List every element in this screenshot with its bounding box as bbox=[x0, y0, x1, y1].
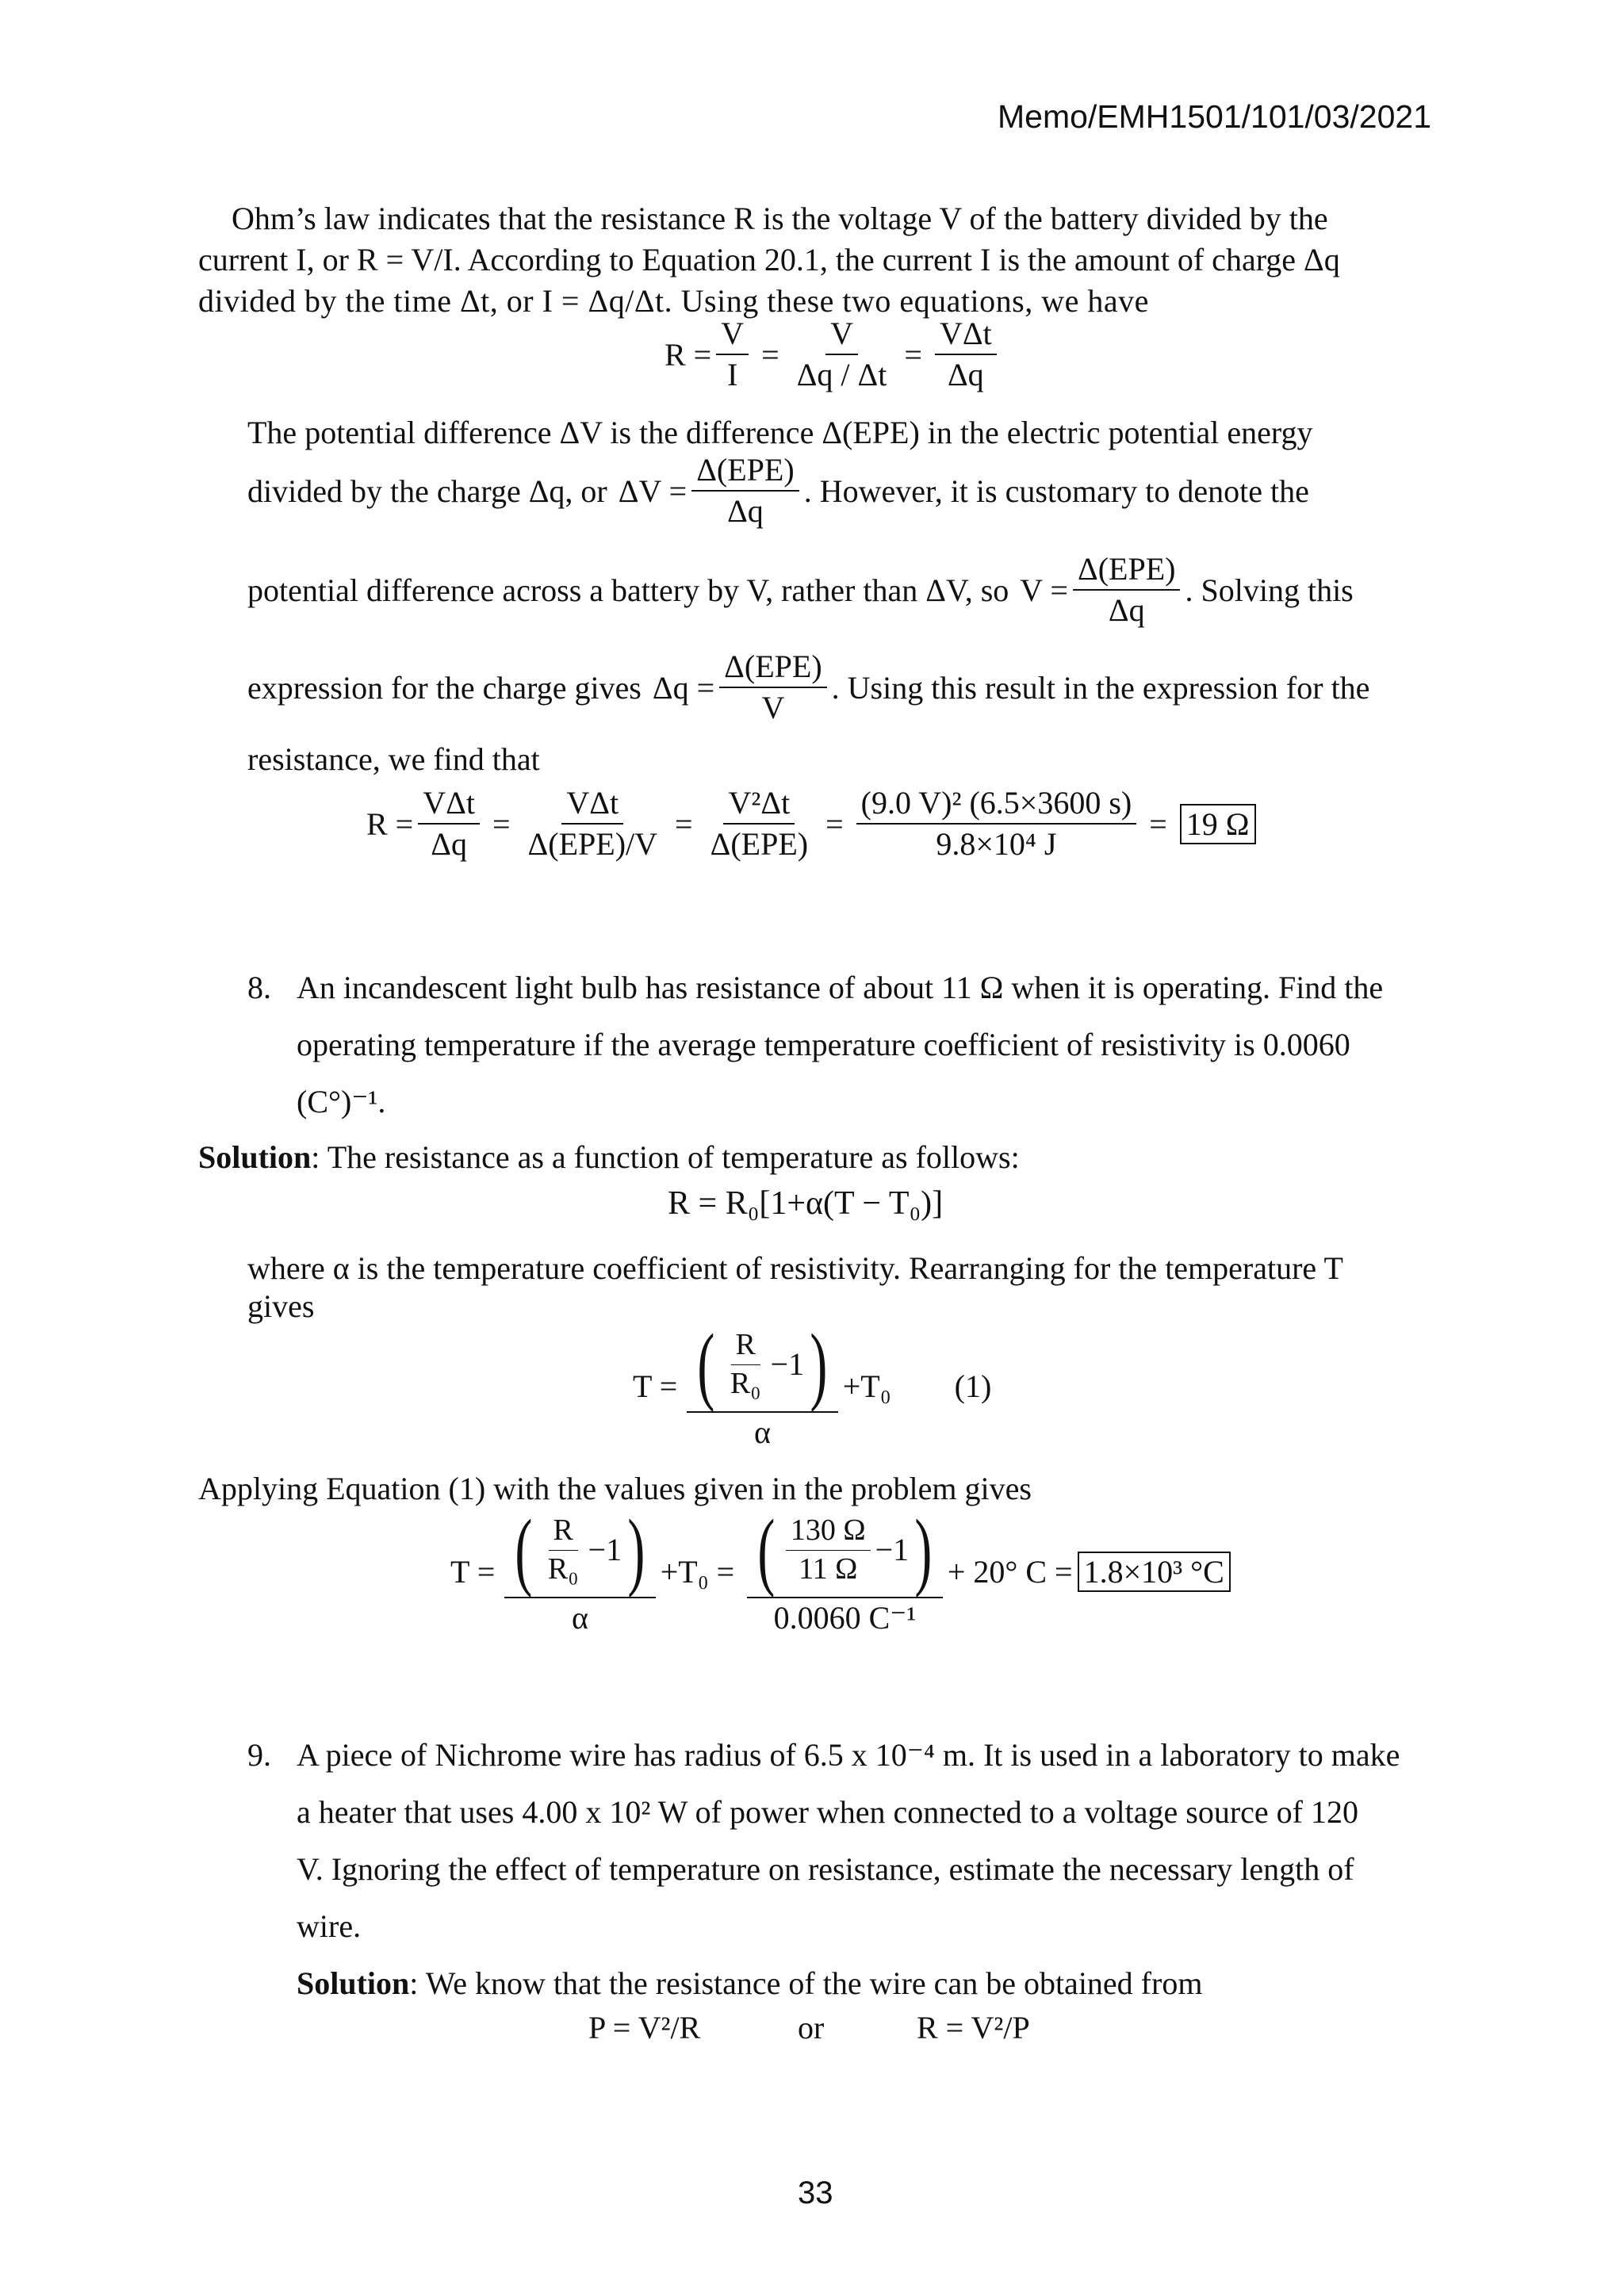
q8-line-2: operating temperature if the average temperature coefficient of resistivity is 0.0060 bbox=[297, 1027, 1350, 1062]
equals-sign: = bbox=[904, 336, 922, 373]
equals-sign: = bbox=[675, 806, 693, 842]
fraction-numerator: VΔt bbox=[561, 785, 623, 825]
equation-or: or bbox=[798, 2010, 825, 2045]
fraction-numerator: R bbox=[731, 1328, 760, 1365]
eq2-inner-fraction-1 bbox=[543, 1513, 584, 1586]
intro-line-3: divided by the time Δt, or I = Δq/Δt. Using these two equations, we have bbox=[198, 283, 1149, 319]
fraction-denominator: V bbox=[761, 690, 785, 725]
solution-label: Solution bbox=[198, 1139, 312, 1175]
eq1-main-fraction bbox=[687, 1316, 837, 1451]
eq-dv-lhs: ΔV = bbox=[618, 473, 688, 509]
eq-v-lhs: V = bbox=[1020, 572, 1068, 608]
fraction-numerator: VΔt bbox=[935, 316, 997, 355]
solution-label: Solution bbox=[297, 1965, 410, 2001]
eq2-inner-fraction-2 bbox=[786, 1513, 871, 1586]
eq1-numerator bbox=[687, 1316, 837, 1413]
right-paren: ) bbox=[627, 1502, 645, 1598]
intro-line-7-text-b: . Using this result in the expression for the bbox=[831, 669, 1370, 706]
fraction-numerator: R bbox=[549, 1513, 578, 1551]
equals-sign: = bbox=[825, 806, 844, 842]
equation-resistance-result bbox=[366, 785, 1256, 863]
equation-delta-q bbox=[653, 649, 832, 726]
q9-solution-intro bbox=[297, 1965, 1202, 2002]
fraction-denominator: α bbox=[572, 1600, 588, 1636]
memo-reference: Memo/EMH1501/101/03/2021 bbox=[998, 98, 1432, 135]
left-paren: ( bbox=[757, 1502, 776, 1598]
q9-line-3: V. Ignoring the effect of temperature on resistance, estimate the necessary length of bbox=[297, 1851, 1354, 1887]
q8-line-3: (C°)⁻¹. bbox=[297, 1084, 386, 1119]
fraction-denominator: α bbox=[754, 1414, 771, 1450]
intro-line-6 bbox=[247, 551, 1354, 629]
eq-r2-fraction-2 bbox=[523, 785, 662, 863]
eq2-minus-one: −1 bbox=[588, 1532, 622, 1567]
intro-line-6-text-b: . Solving this bbox=[1185, 572, 1354, 608]
fraction-denominator: R₀ bbox=[547, 1552, 579, 1586]
eq2-fraction-2 bbox=[747, 1502, 943, 1636]
equation-power: P = V²/R bbox=[588, 2010, 701, 2045]
eq-r2-lhs: R = bbox=[366, 806, 414, 842]
equation-v bbox=[1020, 551, 1185, 629]
fraction-denominator: I bbox=[727, 357, 738, 392]
fraction-numerator: Δ(EPE) bbox=[691, 452, 799, 492]
eq-r-fraction-2 bbox=[792, 316, 892, 393]
q9-line-1: A piece of Nichrome wire has radius of 6.5 x 10⁻⁴ m. It is used in a laboratory to make bbox=[297, 1737, 1400, 1773]
equation-temperature-result bbox=[450, 1502, 1231, 1636]
eq1-lhs: T = bbox=[633, 1368, 678, 1404]
intro-line-4: The potential difference ΔV is the difference Δ(EPE) in the electric potential energy bbox=[247, 415, 1313, 450]
right-paren: ) bbox=[810, 1316, 828, 1413]
q9-line-4: wire. bbox=[297, 1908, 362, 1944]
fraction-denominator: 0.0060 C⁻¹ bbox=[773, 1600, 917, 1636]
intro-line-5-text-a: divided by the charge Δq, or bbox=[247, 473, 607, 509]
intro-line-5 bbox=[247, 452, 1309, 530]
intro-line-8: resistance, we find that bbox=[247, 741, 540, 777]
fraction-denominator: Δq bbox=[1108, 592, 1145, 628]
intro-line-5-text-b: . However, it is customary to denote the bbox=[803, 473, 1309, 509]
fraction-numerator: Δ(EPE) bbox=[1073, 551, 1180, 591]
left-paren: ( bbox=[515, 1502, 533, 1598]
equation-1 bbox=[633, 1316, 992, 1451]
eq2-plus-t0: +T₀ bbox=[660, 1553, 709, 1590]
boxed-result: 1.8×10³ °C bbox=[1078, 1552, 1231, 1592]
equals-sign: = bbox=[1149, 806, 1167, 842]
fraction-numerator: 130 Ω bbox=[786, 1513, 871, 1551]
fraction-numerator: V bbox=[716, 316, 749, 355]
equation-resistance-power: R = V²/P bbox=[917, 2010, 1030, 2045]
fraction-denominator: Δq bbox=[727, 493, 764, 529]
left-paren: ( bbox=[697, 1316, 715, 1413]
fraction-numerator: V²Δt bbox=[723, 785, 795, 825]
eq1-tag: (1) bbox=[954, 1368, 992, 1404]
fraction-denominator: Δq bbox=[947, 357, 984, 392]
q8-line-1: An incandescent light bulb has resistance of about 11 Ω when it is operating. Find the bbox=[297, 970, 1384, 1005]
eq2-fraction-1 bbox=[504, 1502, 655, 1636]
eq-dq-lhs: Δq = bbox=[652, 669, 715, 706]
fraction-denominator: R₀ bbox=[730, 1366, 761, 1400]
eq-r2-fraction-1 bbox=[418, 785, 480, 863]
fraction-numerator: V bbox=[825, 316, 858, 355]
eq1-plus-t0: +T₀ bbox=[842, 1368, 891, 1404]
eq1-minus-one: −1 bbox=[770, 1346, 805, 1382]
intro-line-6-text-a: potential difference across a battery by V, rather than ΔV, so bbox=[247, 572, 1009, 608]
eq2-numerator-1 bbox=[504, 1502, 655, 1598]
intro-line-2: current I, or R = V/I. According to Equation 20.1, the current I is the amount of charge Δq bbox=[198, 242, 1340, 277]
fraction-numerator: (9.0 V)² (6.5×3600 s) bbox=[856, 785, 1137, 825]
eq2-plus-20: + 20° C = bbox=[947, 1553, 1073, 1590]
eq1-inner-fraction bbox=[726, 1328, 766, 1401]
fraction-denominator: Δq bbox=[431, 826, 467, 862]
eq-r2-fraction-4 bbox=[856, 785, 1137, 863]
equation-resistance-temperature: R = R₀[1+α(T − T₀)] bbox=[668, 1185, 944, 1222]
eq-r-fraction-3 bbox=[935, 316, 997, 393]
q9-line-2: a heater that uses 4.00 x 10² W of power when connected to a voltage source of 120 bbox=[297, 1794, 1358, 1830]
equals-sign: = bbox=[761, 336, 779, 373]
fraction-numerator: Δ(EPE) bbox=[719, 649, 826, 688]
solution-text: : The resistance as a function of temperature as follows: bbox=[311, 1139, 1020, 1175]
intro-line-1: Ohm’s law indicates that the resistance R is the voltage V of the battery divided by the bbox=[232, 201, 1328, 236]
eq2-paren-group-2 bbox=[752, 1502, 938, 1598]
eq2-minus-one-2: −1 bbox=[875, 1532, 910, 1567]
right-paren: ) bbox=[914, 1502, 933, 1598]
fraction-numerator: VΔt bbox=[418, 785, 480, 825]
q8-where-line-1: where α is the temperature coefficient of resistivity. Rearranging for the temperature T bbox=[247, 1250, 1343, 1286]
eq-dv-fraction bbox=[691, 452, 799, 530]
fraction-denominator: Δ(EPE)/V bbox=[527, 826, 658, 862]
fraction-denominator: Δ(EPE) bbox=[710, 826, 809, 862]
q8-solution-intro bbox=[198, 1138, 1020, 1176]
boxed-result: 19 Ω bbox=[1180, 804, 1256, 844]
equation-delta-v bbox=[619, 452, 804, 530]
eq2-numerator-2 bbox=[747, 1502, 943, 1598]
q8-where-line-2: gives bbox=[247, 1288, 315, 1324]
eq-r2-fraction-3 bbox=[706, 785, 813, 863]
eq2-paren-group-1 bbox=[509, 1502, 650, 1598]
eq1-paren-group bbox=[691, 1316, 833, 1413]
q8-number: 8. bbox=[247, 970, 271, 1005]
fraction-denominator: 11 Ω bbox=[799, 1552, 858, 1586]
eq-dq-fraction bbox=[719, 649, 826, 726]
eq-v-fraction bbox=[1073, 551, 1180, 629]
applying-equation-text: Applying Equation (1) with the values given in the problem gives bbox=[198, 1471, 1032, 1506]
intro-line-7-text-a: expression for the charge gives bbox=[247, 669, 642, 706]
page-number: 33 bbox=[798, 2175, 833, 2210]
equation-ohms-law bbox=[665, 316, 1002, 393]
eq2-lhs: T = bbox=[450, 1553, 496, 1590]
equals-sign: = bbox=[716, 1553, 735, 1590]
intro-line-7 bbox=[247, 649, 1369, 726]
solution-text: : We know that the resistance of the wire can be obtained from bbox=[409, 1965, 1203, 2001]
fraction-denominator: Δq / Δt bbox=[796, 357, 887, 392]
q9-number: 9. bbox=[247, 1737, 271, 1773]
eq-r-fraction-1 bbox=[716, 316, 749, 393]
fraction-denominator: 9.8×10⁴ J bbox=[936, 826, 1057, 862]
eq-r-lhs: R = bbox=[665, 336, 712, 373]
equals-sign: = bbox=[492, 806, 511, 842]
